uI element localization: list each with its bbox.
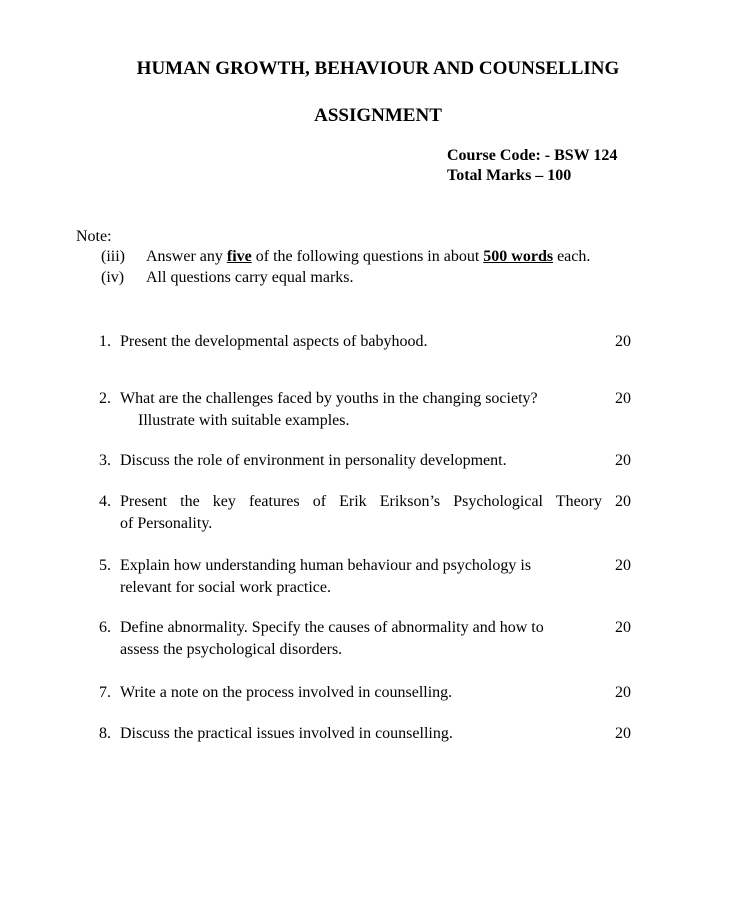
total-marks: Total Marks – 100 xyxy=(447,167,572,184)
course-code: Course Code: - BSW 124 xyxy=(447,147,618,164)
question-marks: 20 xyxy=(615,619,631,636)
question-text: Discuss the role of environment in personality development. xyxy=(120,452,507,469)
question-number: 3. xyxy=(99,452,111,469)
note-text: All questions carry equal marks. xyxy=(146,269,354,286)
note-label: Note: xyxy=(76,228,112,245)
question-text: Present the key features of Erik Erikson’s Psychological Theory of Personality. xyxy=(120,493,602,532)
note-item xyxy=(101,248,590,266)
document-subtitle: ASSIGNMENT xyxy=(314,105,442,126)
question-number: 8. xyxy=(99,725,111,742)
question-text: Explain how understanding human behaviour and psychology is relevant for social work practice. xyxy=(120,557,532,596)
note-text: of the following questions in about xyxy=(251,248,484,265)
question-marks: 20 xyxy=(615,333,631,350)
question-marks: 20 xyxy=(615,390,631,407)
note-emphasis: 500 words xyxy=(483,248,554,265)
question-number: 4. xyxy=(99,493,111,510)
question-number: 2. xyxy=(99,390,111,407)
question-number: 1. xyxy=(99,333,111,350)
question-text: Write a note on the process involved in counselling. xyxy=(120,684,453,701)
question-marks: 20 xyxy=(615,684,631,701)
question-marks: 20 xyxy=(615,452,631,469)
note-item xyxy=(101,269,354,287)
question-marks: 20 xyxy=(615,493,631,510)
question-text: Define abnormality. Specify the causes of abnormality and how to assess the psychological disorders. xyxy=(120,619,544,658)
note-item-number: (iii) xyxy=(101,248,125,265)
question-text: Present the developmental aspects of babyhood. xyxy=(120,333,428,350)
course-meta xyxy=(447,146,617,186)
note-emphasis: five xyxy=(226,248,252,265)
question-marks: 20 xyxy=(615,725,631,742)
note-text: each. xyxy=(553,248,591,265)
question-text: Discuss the practical issues involved in counselling. xyxy=(120,725,453,742)
question-text: What are the challenges faced by youths in the changing society? Illustrate with suitable examples. xyxy=(120,390,538,429)
note-text: Answer any xyxy=(146,248,227,265)
question-number: 5. xyxy=(99,557,111,574)
question-number: 7. xyxy=(99,684,111,701)
question-number: 6. xyxy=(99,619,111,636)
note-item-number: (iv) xyxy=(101,269,125,286)
document-title: HUMAN GROWTH, BEHAVIOUR AND COUNSELLING xyxy=(136,58,620,79)
question-marks: 20 xyxy=(615,557,631,574)
